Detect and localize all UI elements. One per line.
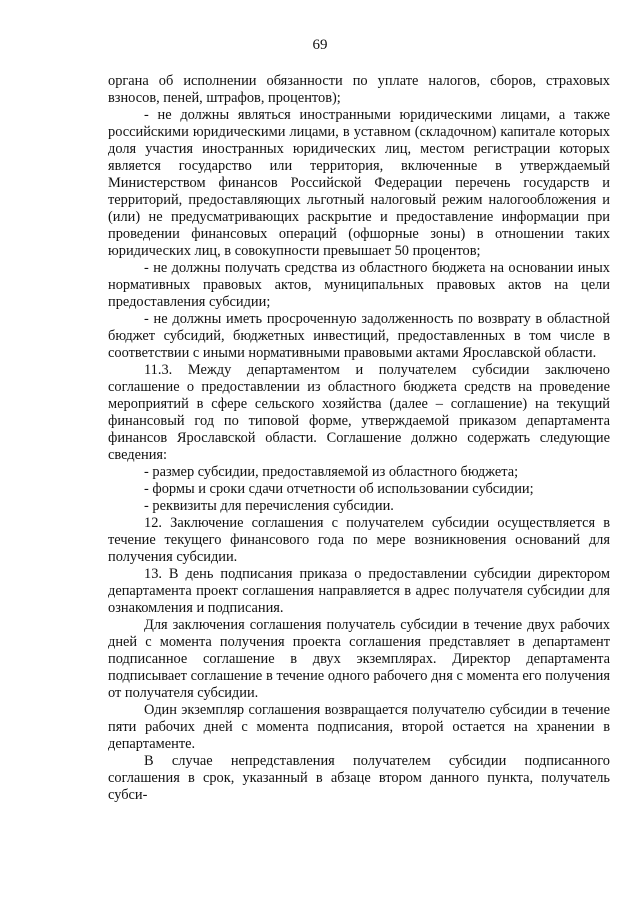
paragraph-6: - размер субсидии, предоставляемой из областного бюджета; <box>144 464 519 480</box>
paragraph-5: 11.3. Между департаментом и получателем субсидии заключено соглашение о предоставлении из областного бюджета средств на проведение мероприятий в сфере сельского хозяйства (далее – соглашение) на текущий финансовый год по типовой форме, утверждаемой приказом департамента финансов Ярославской области. Соглашение должно содержать следующие сведения: <box>108 362 610 463</box>
paragraph-11: Для заключения соглашения получатель субсидии в течение двух рабочих дней с момента получения проекта соглашения представляет в департамент подписанное соглашение в двух экземплярах. Директор департамента подписывает соглашение в течение одного рабочего дня с момента его получения от получателя субсидии. <box>108 617 610 701</box>
paragraph-3: - не должны получать средства из областного бюджета на основании иных нормативных правовых актов, муниципальных правовых актов на цели предоставления субсидии; <box>108 260 610 310</box>
paragraph-8: - реквизиты для перечисления субсидии. <box>144 498 394 514</box>
paragraph-1: органа об исполнении обязанности по уплате налогов, сборов, страховых взносов, пеней, штрафов, процентов); <box>108 73 610 106</box>
paragraph-10: 13. В день подписания приказа о предоставлении субсидии директором департамента проект соглашения направляется в адрес получателя субсидии для ознакомления и подписания. <box>108 566 610 616</box>
paragraph-4: - не должны иметь просроченную задолженность по возврату в областной бюджет субсидий, бюджетных инвестиций, предоставленных в том числе в соответствии с иными нормативными правовыми актами Ярославской области. <box>108 311 610 361</box>
paragraph-7: - формы и сроки сдачи отчетности об использовании субсидии; <box>144 481 534 497</box>
paragraph-9: 12. Заключение соглашения с получателем субсидии осуществляется в течение текущего финансового года по мере возникновения оснований для получения субсидии. <box>108 515 610 565</box>
page-number: 69 <box>312 37 328 53</box>
paragraph-2: - не должны являться иностранными юридическими лицами, а также российскими юридическими лицами, в уставном (складочном) капитале которых доля участия иностранных юридических лиц, местом регистрации которых является государство или территория, включенные в утверждаемый Министерством финансов Российской Федерации перечень государств и территорий, предоставляющих льготный налоговый режим налогообложения и (или) не предусматривающих раскрытие и предоставление информации при проведении финансовых операций (офшорные зоны) в отношении таких юридических лиц, в совокупности превышает 50 процентов; <box>108 107 610 259</box>
paragraph-12: Один экземпляр соглашения возвращается получателю субсидии в течение пяти рабочих дней с момента подписания, второй остается на хранении в департаменте. <box>108 702 610 752</box>
paragraph-13: В случае непредставления получателем субсидии подписанного соглашения в срок, указанный в абзаце втором данного пункта, получатель субси- <box>108 753 610 803</box>
document-body <box>108 73 610 804</box>
